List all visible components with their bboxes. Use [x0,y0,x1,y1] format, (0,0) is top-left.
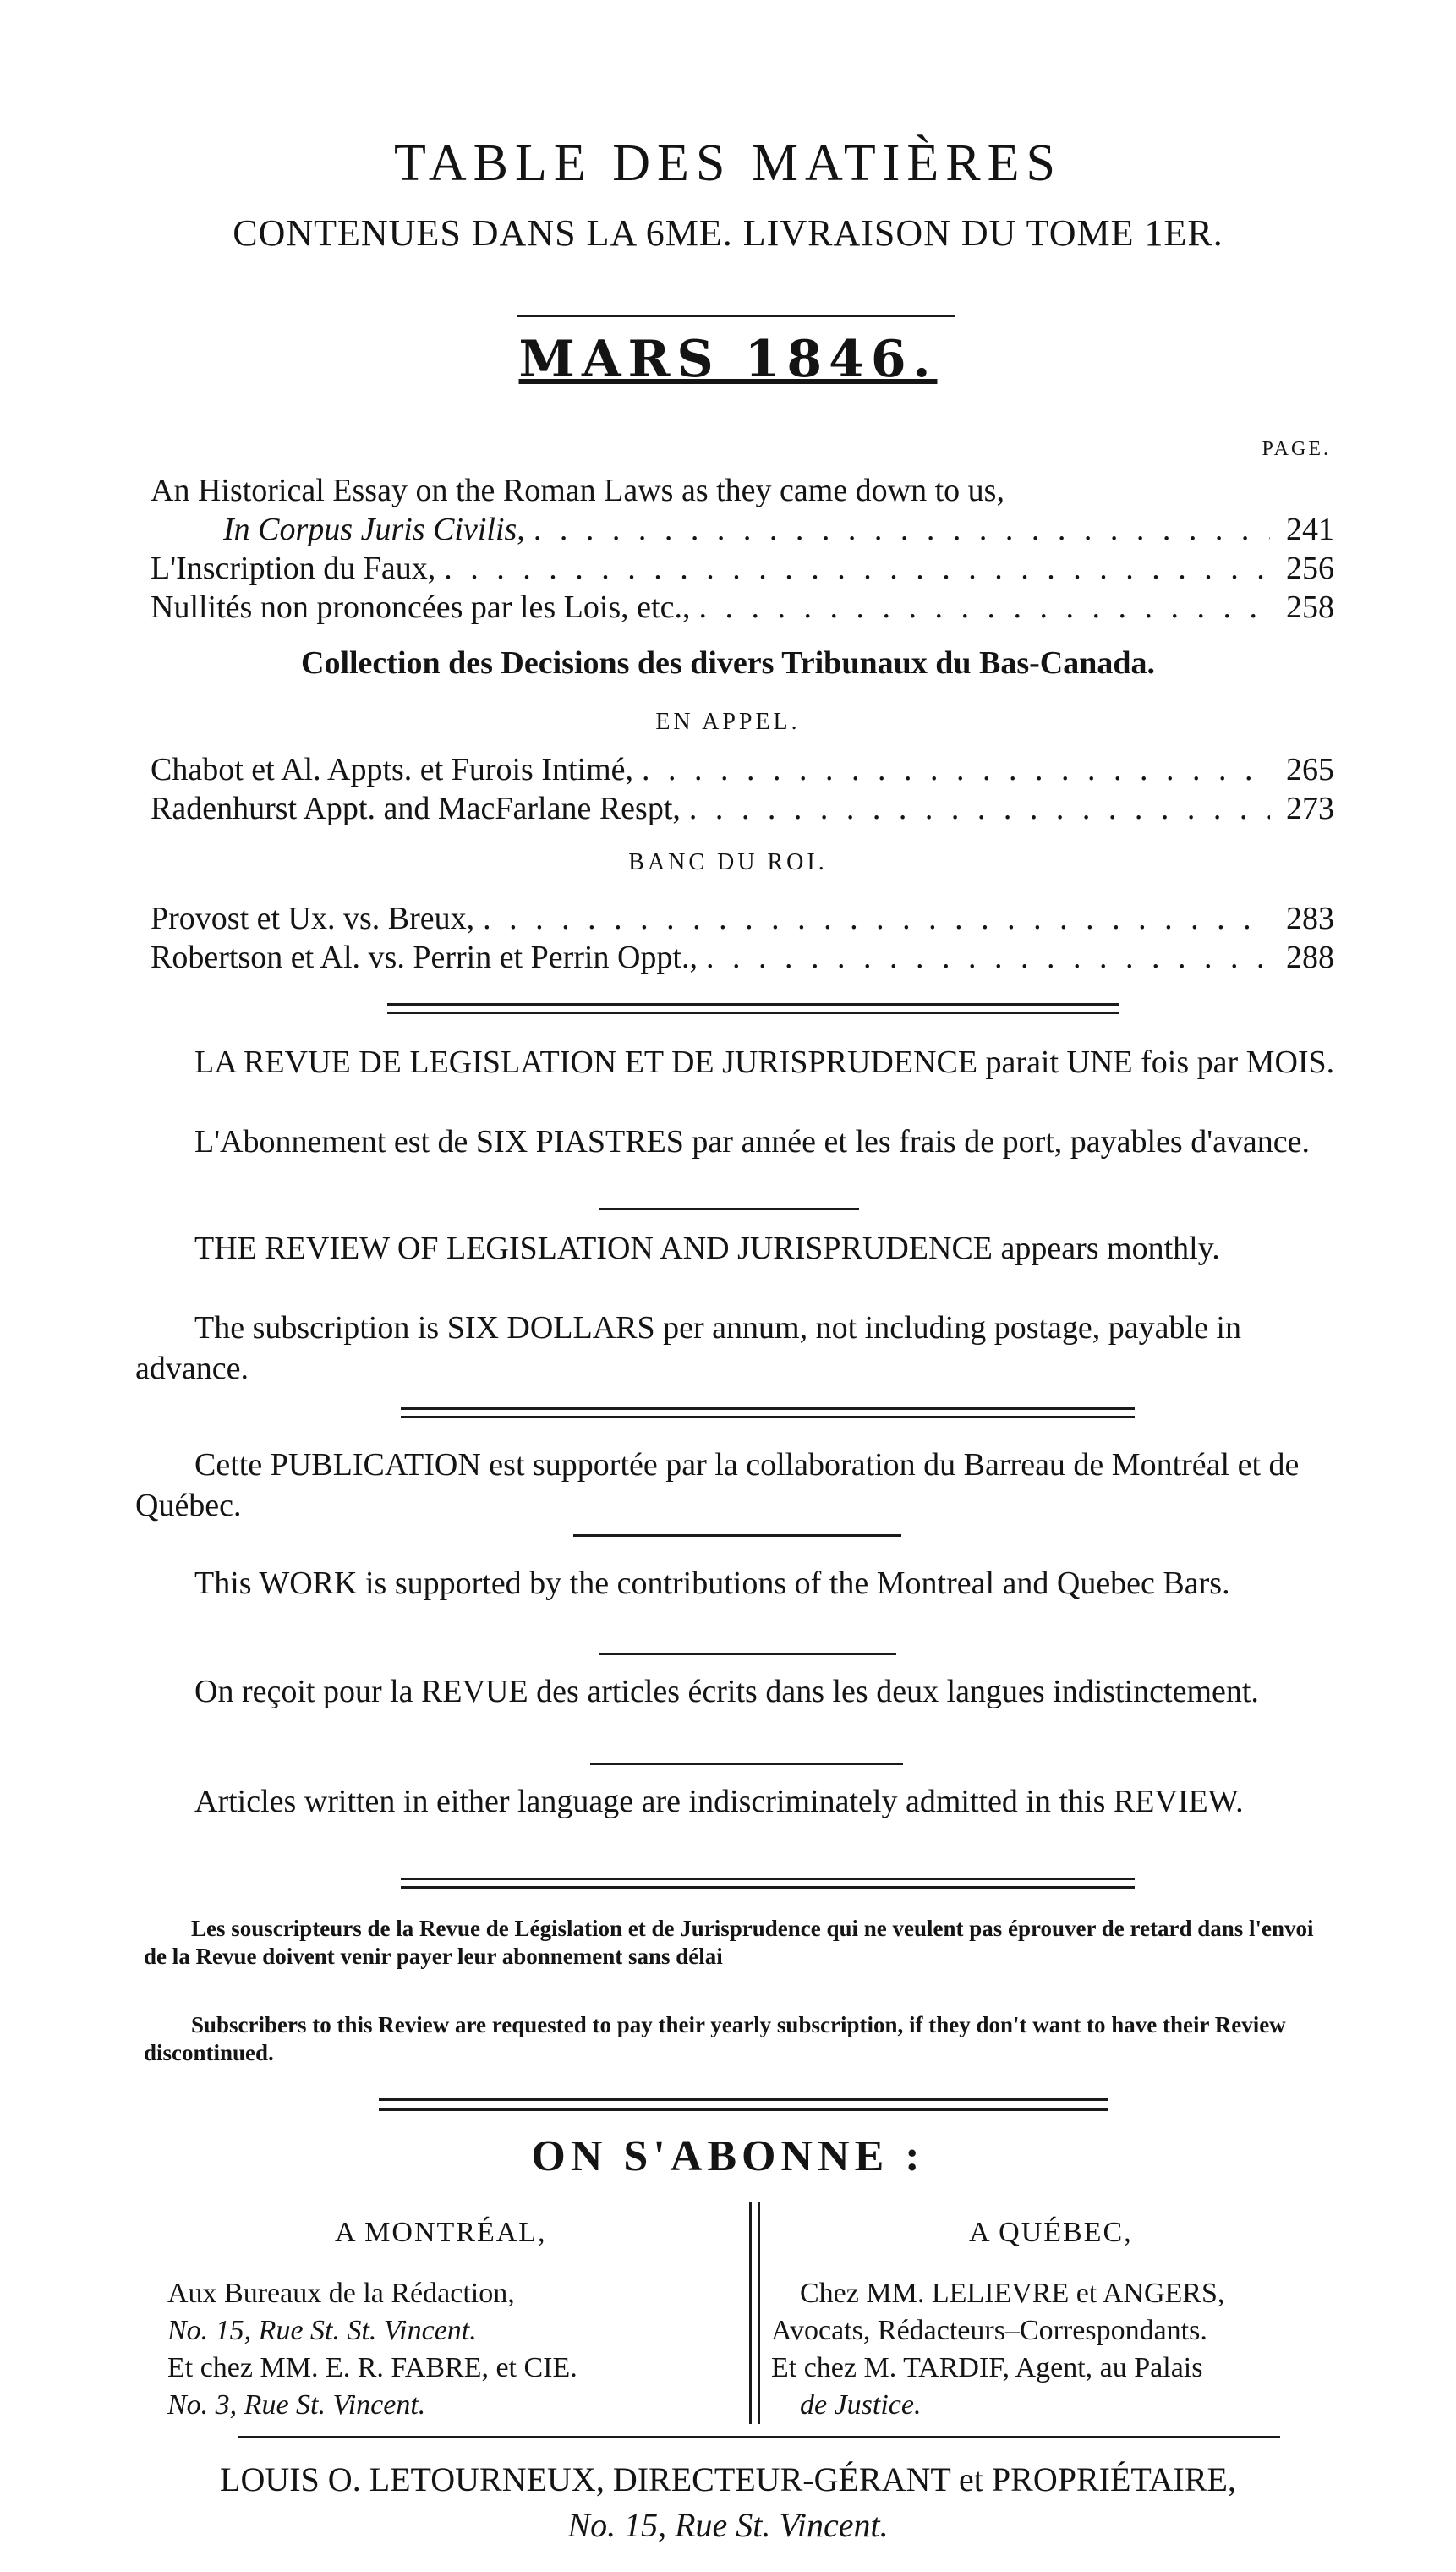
notice-paragraph: On reçoit pour la REVUE des articles écrits dans les deux langues indistinctement. [194,1674,1259,1709]
notice-paragraph: This WORK is supported by the contributions of the Montreal and Quebec Bars. [194,1566,1230,1601]
column-divider [749,2202,752,2424]
column-divider [758,2202,760,2424]
montreal-address-line: Et chez MM. E. R. FABRE, et CIE. [167,2352,577,2383]
quebec-address-line: Et chez M. TARDIF, Agent, au Palais [771,2352,1203,2383]
toc-article-title: An Historical Essay on the Roman Laws as they came down to us, [151,473,1004,508]
divider [599,1653,896,1655]
toc-leader [444,550,1270,587]
toc-entry-page: 256 [1286,551,1334,586]
toc-row [151,790,1334,829]
divider [238,2436,1280,2438]
subscribe-heading: ON S'ABONNE : [531,2132,925,2180]
divider [401,1407,1135,1410]
toc-leader [706,939,1270,976]
page-subtitle: CONTENUES DANS LA 6ME. LIVRAISON DU TOME 1ER. [233,212,1223,254]
page-title: TABLE DES MATIÈRES [393,134,1063,192]
montreal-address-line: Aux Bureaux de la Rédaction, [167,2278,515,2309]
toc-leader [689,790,1270,827]
notice-paragraph: LA REVUE DE LEGISLATION ET DE JURISPRUDENCE parait UNE fois par MOIS. [194,1045,1335,1080]
notice-paragraph: The subscription is SIX DOLLARS per annum, not including postage, payable in advance. [135,1310,1241,1386]
notice-small-print: Les souscripteurs de la Revue de Législation et de Jurisprudence qui ne veulent pas éprouver de retard dans l'envoi de la Revue doivent venir payer leur abonnement sans délai [144,1916,1314,1969]
toc-entry-title: Provost et Ux. vs. Breux, [151,901,475,936]
divider [573,1534,901,1537]
notice-paragraph: Cette PUBLICATION est supportée par la collaboration du Barreau de Montréal et de Québec. [135,1447,1300,1523]
toc-entry-title: Radenhurst Appt. and MacFarlane Respt, [151,791,681,826]
divider [599,1208,859,1210]
quebec-address-line: Avocats, Rédacteurs–Correspondants. [771,2315,1207,2346]
publisher-address: No. 15, Rue St. Vincent. [567,2506,889,2544]
toc-leader [698,589,1270,626]
section-heading: Collection des Decisions des divers Tribunaux du Bas-Canada. [301,645,1155,681]
toc-leader [534,511,1270,548]
toc-entry-page: 265 [1286,752,1334,787]
divider [401,1416,1135,1418]
toc-entry-page: 283 [1286,901,1334,936]
toc-entry-title: Nullités non prononcées par les Lois, etc., [151,590,691,625]
toc-leader [483,900,1270,937]
toc-entry-title: L'Inscription du Faux, [151,551,436,586]
notice-paragraph: THE REVIEW OF LEGISLATION AND JURISPRUDENCE appears monthly. [194,1231,1220,1266]
quebec-address-line: Chez MM. LELIEVRE et ANGERS, [800,2278,1225,2309]
toc-entry-title: Robertson et Al. vs. Perrin et Perrin Oppt., [151,940,698,975]
notice-paragraph: Articles written in either language are indiscriminately admitted in this REVIEW. [194,1784,1244,1819]
divider [401,1886,1135,1889]
issue-month: MARS 1846. [518,330,938,389]
toc-entry-page: 241 [1286,512,1334,547]
toc-entry-title: Chabot et Al. Appts. et Furois Intimé, [151,752,634,787]
toc-row [151,939,1334,978]
publisher-line: LOUIS O. LETOURNEUX, DIRECTEUR-GÉRANT et PROPRIÉTAIRE, [220,2460,1236,2498]
toc-entry-page: 258 [1286,590,1334,625]
subsection-heading: BANC DU ROI. [628,849,828,875]
quebec-address-line: de Justice. [800,2389,922,2421]
divider [379,2108,1108,2111]
divider [387,1003,1119,1006]
toc-row [151,900,1334,939]
montreal-address-line: No. 3, Rue St. Vincent. [167,2389,426,2421]
subsection-heading: EN APPEL. [655,709,801,735]
montreal-city: A MONTRÉAL, [335,2217,547,2248]
toc-entry-page: 273 [1286,791,1334,826]
toc-row [151,511,1334,550]
toc-row [151,751,1334,790]
toc-row [151,589,1334,628]
notice-paragraph: L'Abonnement est de SIX PIASTRES par année et les frais de port, payables d'avance. [194,1124,1311,1160]
montreal-address-line: No. 15, Rue St. St. Vincent. [167,2315,477,2346]
divider [401,1878,1135,1880]
notice-small-print: Subscribers to this Review are requested to pay their yearly subscription, if they don't want to have their Review discontinued. [144,2012,1286,2065]
toc-row [151,550,1334,589]
divider [517,315,955,317]
divider [379,2098,1108,2101]
divider [590,1763,903,1765]
toc-leader [642,751,1270,788]
quebec-city: A QUÉBEC, [969,2217,1133,2248]
toc-entry-page: 288 [1286,940,1334,975]
divider [387,1012,1119,1014]
toc-entry-title: In Corpus Juris Civilis, [223,512,525,547]
page-column-label: PAGE. [1262,438,1331,460]
